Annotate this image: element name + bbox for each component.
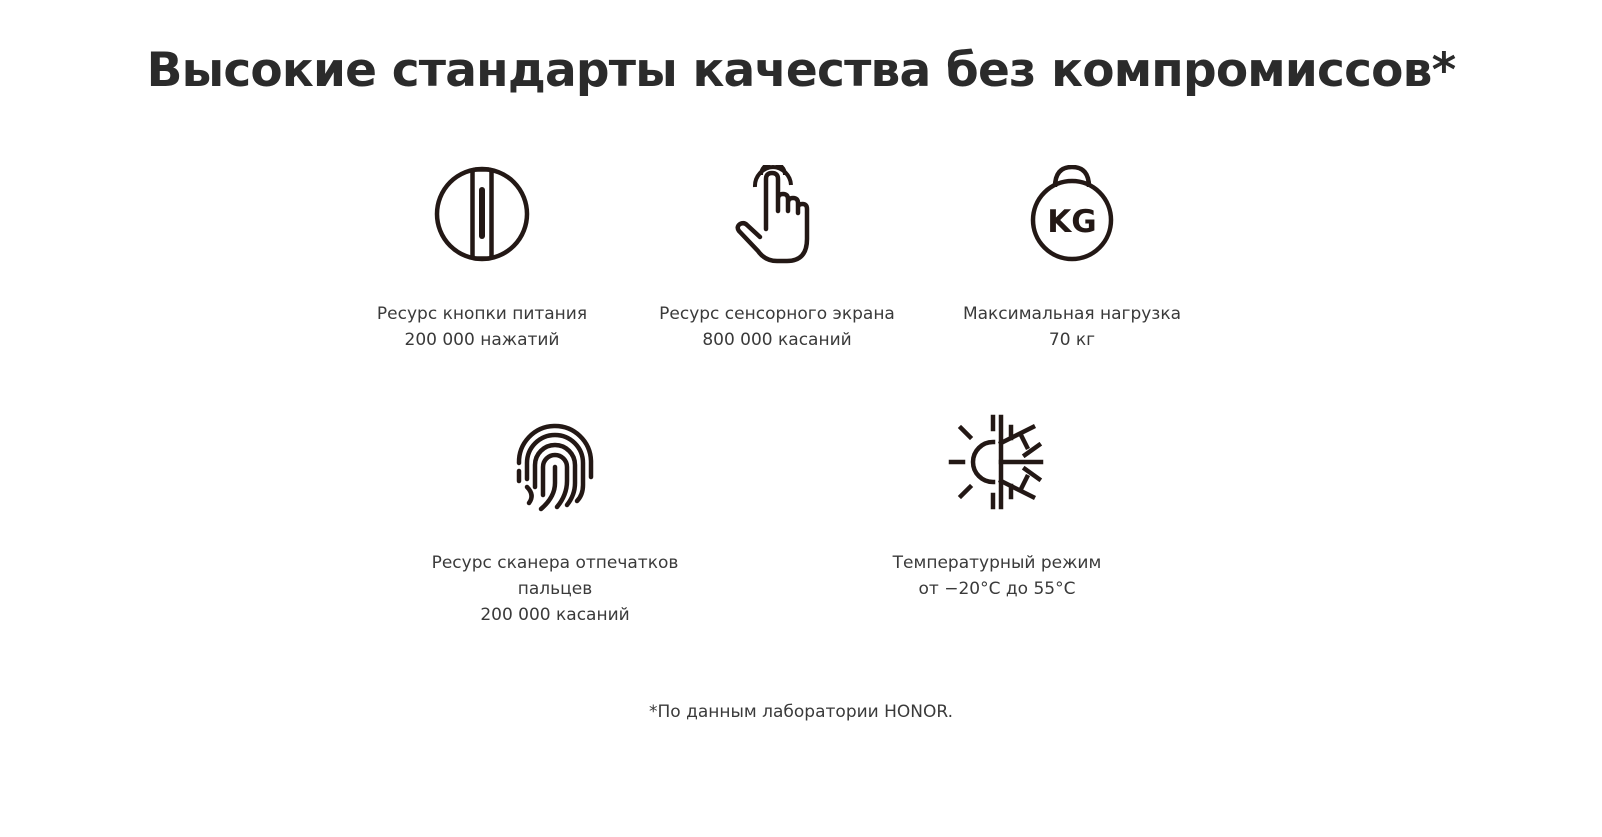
feature-max-load — [922, 165, 1222, 350]
feature-title: Ресурс сенсорного экрана — [659, 304, 895, 324]
page-title: Высокие стандарты качества без компромиссов* — [146, 43, 1456, 98]
feature-touch-screen — [627, 165, 927, 350]
touch-finger-icon — [727, 165, 827, 265]
feature-caption — [405, 550, 705, 628]
feature-temperature — [847, 413, 1147, 599]
feature-value: 200 000 касаний — [480, 605, 630, 625]
feature-title: Максимальная нагрузка — [962, 304, 1182, 324]
feature-title: Ресурс кнопки питания — [376, 304, 588, 324]
feature-title: Ресурс сканера отпечатков — [431, 553, 679, 573]
kg-label: KG — [1047, 204, 1097, 240]
footnote: *По данным лаборатории HONOR. — [649, 702, 953, 722]
sun-snowflake-icon — [947, 413, 1047, 513]
feature-power-button — [332, 165, 632, 350]
feature-fingerprint-scanner — [405, 413, 705, 625]
feature-title-continued: пальцев — [517, 579, 593, 599]
feature-caption — [332, 301, 632, 353]
power-button-icon — [432, 165, 532, 265]
feature-caption — [922, 301, 1222, 353]
feature-value: 800 000 касаний — [702, 330, 852, 350]
feature-value: 200 000 нажатий — [404, 330, 560, 350]
feature-caption — [627, 301, 927, 353]
feature-value: от −20°C до 55°C — [918, 579, 1076, 599]
fingerprint-icon — [505, 413, 605, 513]
kettlebell-kg-icon — [1022, 165, 1122, 265]
feature-value: 70 кг — [1048, 330, 1096, 350]
feature-caption — [847, 550, 1147, 602]
feature-title: Температурный режим — [892, 553, 1102, 573]
